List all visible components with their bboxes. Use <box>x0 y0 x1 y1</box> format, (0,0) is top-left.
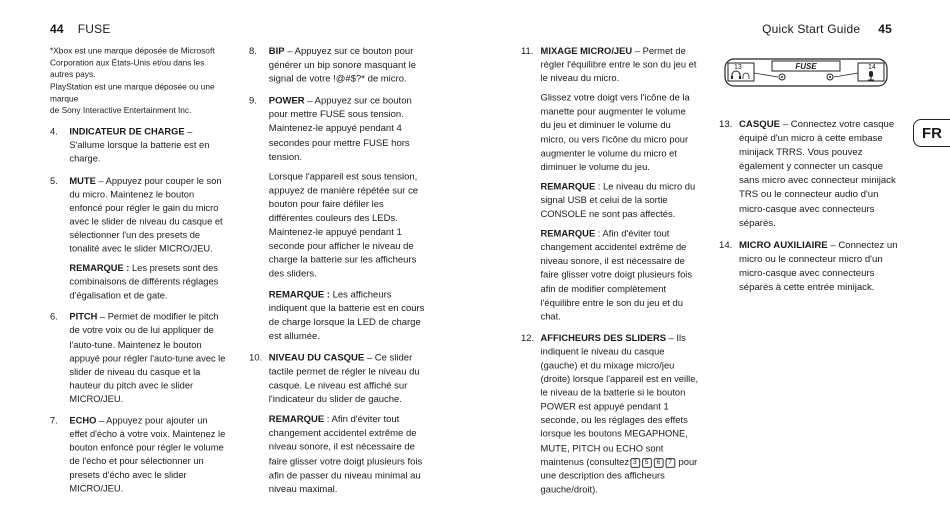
label-14: 14 <box>868 64 876 71</box>
product-title: FUSE <box>77 22 111 36</box>
note-label: REMARQUE : <box>268 288 330 300</box>
note-label: REMARQUE : <box>69 263 130 275</box>
fuse-logo: FUSE <box>795 62 817 71</box>
column-4 <box>719 118 901 303</box>
item-title: NIVEAU DU CASQUE <box>268 352 365 364</box>
item-number: 4. <box>50 126 58 138</box>
item-10 <box>249 352 429 497</box>
note-label: REMARQUE <box>540 228 596 240</box>
item-7 <box>50 415 227 497</box>
note-line: Corporation aux États-Unis et/ou dans les <box>50 57 205 68</box>
note-line: PlayStation est une marque déposée ou une marque <box>50 81 215 104</box>
item-title: INDICATEUR DE CHARGE <box>69 126 185 138</box>
item-11 <box>521 45 699 324</box>
note-text: Les presets sont des combinaisons de différents réglages d'égalisation et de gate. <box>69 263 219 302</box>
device-side-figure <box>724 55 888 89</box>
item-number: 13. <box>719 119 733 130</box>
note-line: *Xbox est une marque déposée de Microsoft <box>50 45 215 56</box>
item-number: 6. <box>50 312 58 323</box>
ref-key: 6 <box>653 458 663 468</box>
item-number: 11. <box>521 45 534 57</box>
item-text: – Ce slider tactile permet de régler le niveau du casque. Le niveau est affiché sur l'indicateur du slider de gauche. <box>268 352 420 406</box>
item-paragraph: Glissez votre doigt vers l'icône de la manette pour augmenter le volume du jeu et diminuer le volume du micro, ou vers l'icône du micro pour augmenter le volume du micro et diminuer le volume du jeu. <box>540 93 690 173</box>
item-title: MIXAGE MICRO/JEU <box>540 45 633 57</box>
item-text-end: pour une description des afficheurs gauche/droit). <box>540 456 698 496</box>
item-text: – Ils indiquent le niveau du casque (gauche) et du mixage micro/jeu (droite) lorsque l'appareil est en veille, le niveau de la batterie si le bouton POWER est appuyé pendant 1 seconde, ou les réglages des effets lorsque les boutons MEGAPHONE, MUTE, PITCH ou ECHO sont maintenus (consultez <box>540 332 699 468</box>
note-label: REMARQUE <box>540 181 596 193</box>
item-text: – Connectez votre casque équipé d'un micro à cette embase minijack TRRS. Vous pouvez également y connecter un casque sans micro avec connecteur minijack TRS ou le connecteur audio d'un micro-casque avec connecteurs séparés. <box>739 119 896 229</box>
item-title: PITCH <box>69 312 98 323</box>
item-number: 7. <box>50 415 58 427</box>
note-label: REMARQUE <box>268 414 325 426</box>
page-number: 45 <box>878 22 892 36</box>
page-header-right <box>762 22 892 36</box>
item-title: CASQUE <box>739 119 781 130</box>
item-number: 8. <box>249 45 257 57</box>
item-14 <box>719 239 901 295</box>
microphone-icon <box>868 71 874 80</box>
item-text: – Appuyez sur ce bouton pour mettre FUSE sous tension. Maintenez-le appuyé pendant 4 secondes pour mettre FUSE hors tension. <box>268 95 412 163</box>
item-title: POWER <box>268 95 305 107</box>
item-6 <box>50 311 227 407</box>
item-5 <box>50 175 227 304</box>
language-tab: FR <box>913 119 950 147</box>
guide-title: Quick Start Guide <box>762 22 861 36</box>
note-line: de Sony Interactive Entertainment Inc. <box>50 105 192 115</box>
label-13: 13 <box>734 64 742 71</box>
note-text: : Afin d'éviter tout changement accidentel extrême de niveau sonore, il est nécessaire de faire glisser votre doigt plusieurs fois afin de passer du niveau minimal au niveau maximal. <box>268 414 423 495</box>
column-2 <box>249 45 429 505</box>
column-3 <box>521 45 699 505</box>
item-title: ECHO <box>69 415 97 427</box>
item-number: 14. <box>719 239 733 251</box>
page-header-left <box>50 22 111 36</box>
item-number: 5. <box>50 175 58 187</box>
item-paragraph: Lorsque l'appareil est sous tension, appuyez de manière répétée sur ce bouton pour faire défiler les différentes couleurs des LEDs. Maintenez-le appuyé pendant 1 seconde pour afficher le niveau de charge la batterie sur les afficheurs des sliders. <box>268 171 419 280</box>
ref-key: 7 <box>665 458 675 468</box>
item-text: – Appuyez pour ajouter un effet d'écho à votre voix. Maintenez le bouton enfoncé pour régler le volume de l'écho et pour sélectionner un presets d'écho avec le slider MICRO/JEU. <box>69 415 226 495</box>
item-12 <box>521 332 699 497</box>
item-text: – Permet de modifier le pitch de votre voix ou de lui appliquer de l'auto-tune. Maintenez le bouton appuyé pour régler l'auto-tune avec le slider de niveau du casque et la hauteur du pitch avec le slider MICRO/JEU. <box>69 312 226 405</box>
item-title: BIP <box>268 45 285 57</box>
column-1 <box>50 45 227 505</box>
item-4 <box>50 126 227 167</box>
note-text: Les afficheurs indiquent que la batterie est en cours de charge lorsque la LED de charge est allumée. <box>268 288 425 342</box>
item-title: AFFICHEURS DES SLIDERS <box>540 332 667 344</box>
item-text: – Appuyez pour couper le son du micro. Maintenez le bouton enfoncé pour régler le gain du micro avec le slider de niveau du casque et sélectionner l'un des presets de tonalité avec le slider MICRO/JEU. <box>69 175 223 255</box>
item-number: 9. <box>249 95 257 107</box>
item-9 <box>249 95 429 344</box>
item-text: – Connectez un micro ou le connecteur micro d'un micro-casque avec connecteurs séparés à cette entrée minijack. <box>739 239 898 294</box>
ref-key: 5 <box>642 458 652 468</box>
leader-line-13 <box>754 73 778 77</box>
page-number: 44 <box>50 22 64 36</box>
item-text: – S'allume lorsque la batterie est en charge. <box>69 126 210 165</box>
note-line: autres pays. <box>50 69 96 80</box>
item-title: MUTE <box>69 175 96 187</box>
item-number: 10. <box>249 352 263 364</box>
note-text: : Afin d'éviter tout changement accidentel extrême de niveau sonore, il est nécessaire de faire glisser votre doigt plusieurs fois afin de modifier complètement l'équilibre entre le son du jeu et du chat. <box>540 228 693 323</box>
item-number: 12. <box>521 332 535 344</box>
item-text: – Appuyez sur ce bouton pour générer un bip sonore masquant le signal de votre !@#$?* de micro. <box>268 45 416 85</box>
item-text: – Permet de régler l'équilibre entre le son du jeu et le niveau du micro. <box>540 45 697 85</box>
headphone-icon <box>731 71 749 79</box>
item-13 <box>719 118 901 231</box>
trademark-notes <box>50 45 227 116</box>
ref-key: 3 <box>630 458 640 468</box>
note-text: : Le niveau du micro du signal USB et celui de la sortie CONSOLE ne sont pas affectés. <box>540 181 696 220</box>
item-title: MICRO AUXILIAIRE <box>739 239 828 251</box>
leader-line-14 <box>834 73 858 77</box>
item-8 <box>249 45 429 87</box>
